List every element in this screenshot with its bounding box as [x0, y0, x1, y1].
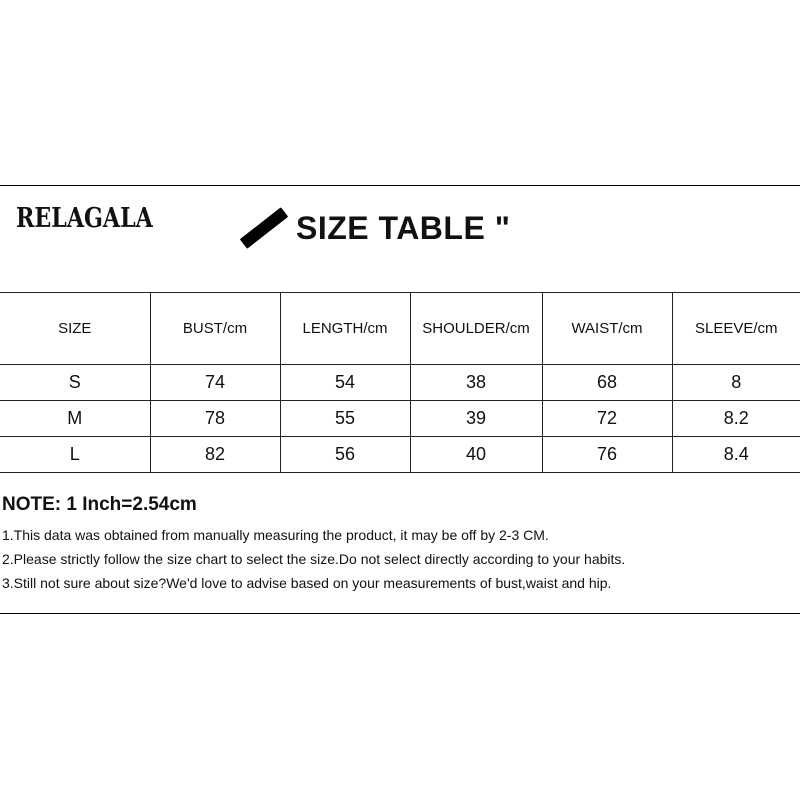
size-table — [0, 292, 800, 473]
bottom-divider — [0, 613, 800, 614]
table-header-row — [0, 293, 800, 365]
cell-bust: 74 — [150, 365, 280, 401]
column-header-sleeve: SLEEVE/cm — [672, 293, 800, 365]
cell-shoulder: 38 — [410, 365, 542, 401]
table-row — [0, 437, 800, 473]
cell-size: M — [0, 401, 150, 437]
cell-size: L — [0, 437, 150, 473]
cell-sleeve: 8.2 — [672, 401, 800, 437]
cell-length: 54 — [280, 365, 410, 401]
top-divider — [0, 185, 800, 186]
brand-logo: RELAGALA — [16, 203, 153, 234]
note-title: NOTE: 1 Inch=2.54cm — [2, 494, 197, 515]
cell-size: S — [0, 365, 150, 401]
note-line: 2.Please strictly follow the size chart to select the size.Do not select directly according to your habits. — [2, 551, 626, 567]
cell-sleeve: 8 — [672, 365, 800, 401]
cell-bust: 82 — [150, 437, 280, 473]
cell-sleeve: 8.4 — [672, 437, 800, 473]
cell-waist: 76 — [542, 437, 672, 473]
cell-waist: 72 — [542, 401, 672, 437]
cell-length: 56 — [280, 437, 410, 473]
column-header-waist: WAIST/cm — [542, 293, 672, 365]
table-row — [0, 401, 800, 437]
column-header-size: SIZE — [0, 293, 150, 365]
slash-icon — [240, 207, 288, 248]
column-header-length: LENGTH/cm — [280, 293, 410, 365]
note-line: 3.Still not sure about size?We'd love to advise based on your measurements of bust,waist and hip. — [2, 575, 612, 591]
cell-bust: 78 — [150, 401, 280, 437]
column-header-shoulder: SHOULDER/cm — [410, 293, 542, 365]
page-title: SIZE TABLE " — [296, 210, 511, 246]
cell-shoulder: 39 — [410, 401, 542, 437]
cell-shoulder: 40 — [410, 437, 542, 473]
table-row — [0, 365, 800, 401]
cell-waist: 68 — [542, 365, 672, 401]
cell-length: 55 — [280, 401, 410, 437]
note-line: 1.This data was obtained from manually measuring the product, it may be off by 2-3 CM. — [2, 527, 549, 543]
column-header-bust: BUST/cm — [150, 293, 280, 365]
